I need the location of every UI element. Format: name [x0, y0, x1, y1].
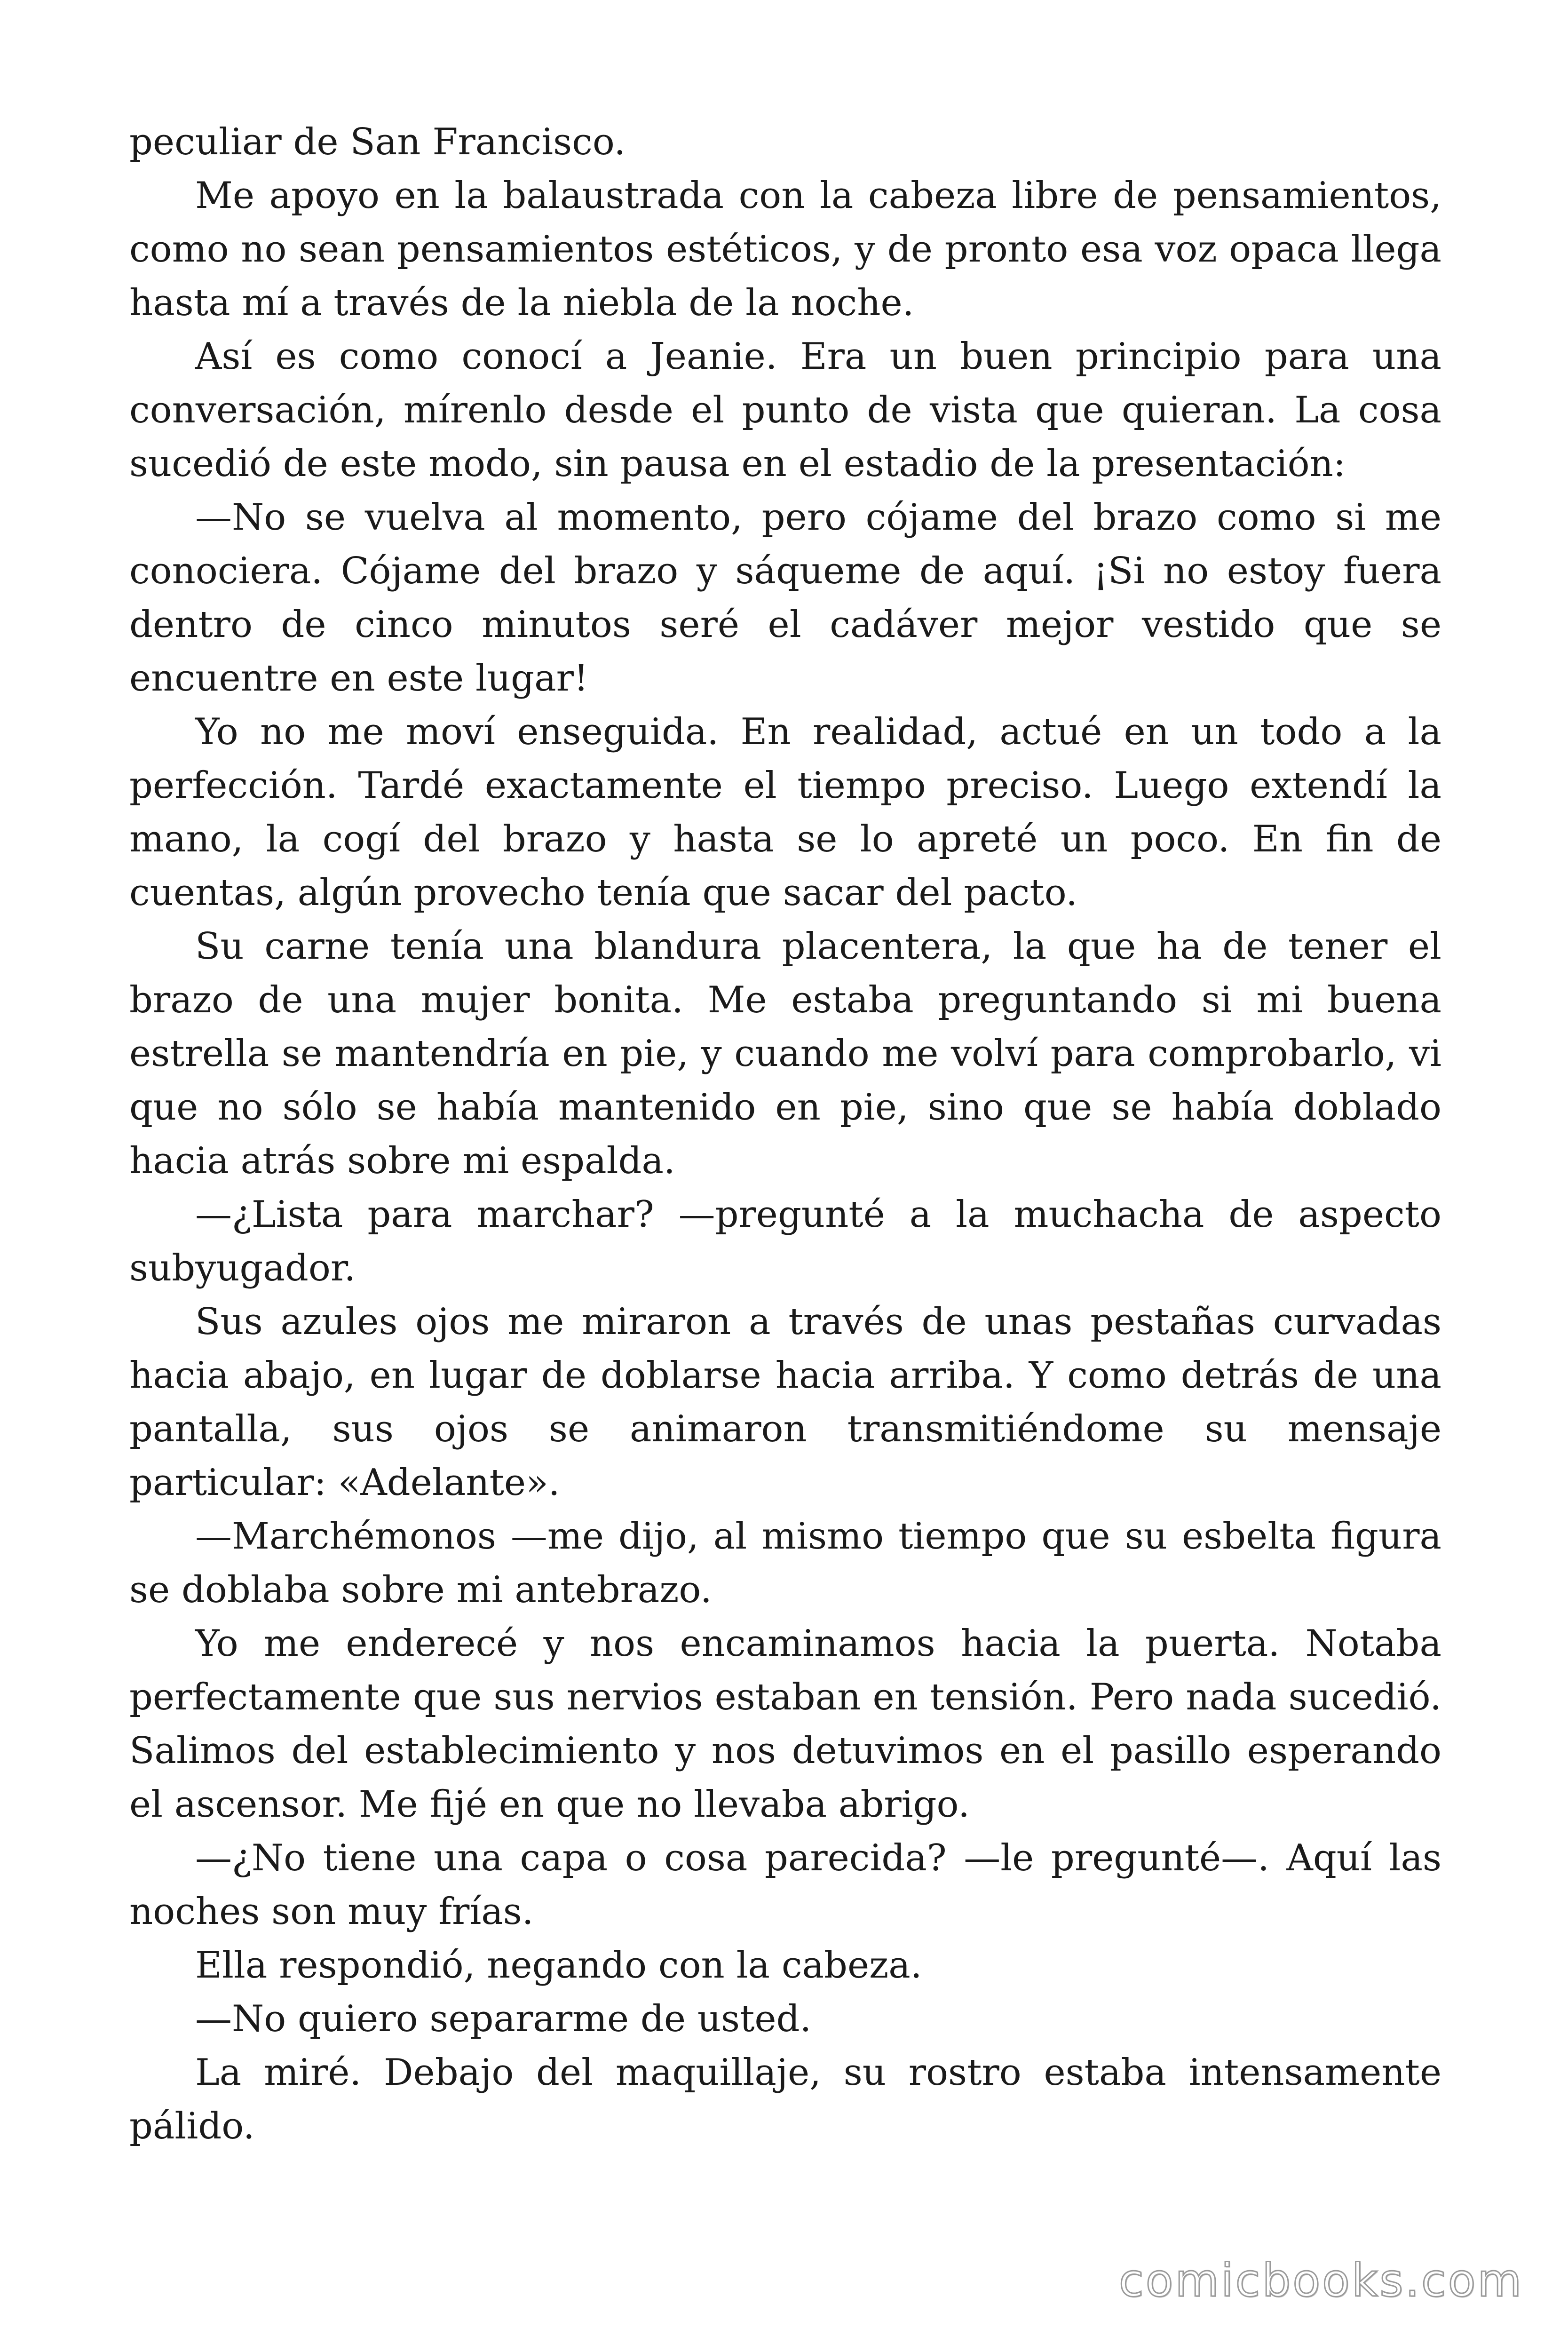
paragraph-1: peculiar de San Francisco. — [129, 121, 626, 163]
paragraph-13: —No quiero separarme de usted. — [195, 1998, 812, 2040]
paragraph-8: Sus azules ojos me miraron a través de unas pestañas curvadas hacia abajo, en lugar de doblarse hacia arriba. Y como detrás de una pantalla, sus ojos se animaron transmitiéndome su mensaje particular: «Adelante». — [129, 1301, 1441, 1504]
paragraph-14: La miré. Debajo del maquillaje, su rostro estaba intensamente pálido. — [129, 2051, 1441, 2147]
paragraph-11: —¿No tiene una capa o cosa parecida? —le pregunté—. Aquí las noches son muy frías. — [129, 1837, 1441, 1933]
paragraph-12: Ella respondió, negando con la cabeza. — [195, 1944, 922, 1986]
paragraph-9: —Marchémonos —me dijo, al mismo tiempo que su esbelta figura se doblaba sobre mi antebrazo. — [129, 1515, 1441, 1611]
body-text — [129, 115, 1441, 2153]
paragraph-3: Así es como conocí a Jeanie. Era un buen principio para una conversación, mírenlo desde el punto de vista que quieran. La cosa sucedió de este modo, sin pausa en el estadio de la presentación: — [129, 335, 1441, 485]
paragraph-5: Yo no me moví enseguida. En realidad, actué en un todo a la perfección. Tardé exactamente el tiempo preciso. Luego extendí la mano, la cogí del brazo y hasta se lo apreté un poco. En fin de cuentas, algún provecho tenía que sacar del pacto. — [129, 711, 1441, 914]
paragraph-7: —¿Lista para marchar? —pregunté a la muchacha de aspecto subyugador. — [129, 1193, 1441, 1289]
paragraph-4: —No se vuelva al momento, pero cójame del brazo como si me conociera. Cójame del brazo y sáqueme de aquí. ¡Si no estoy fuera dentro de cinco minutos seré el cadáver mejor vestido que se encuentre en este lugar! — [129, 496, 1441, 699]
paragraph-2: Me apoyo en la balaustrada con la cabeza libre de pensamientos, como no sean pensamientos estéticos, y de pronto esa voz opaca llega hasta mí a través de la niebla de la noche. — [129, 175, 1441, 324]
paragraph-6: Su carne tenía una blandura placentera, la que ha de tener el brazo de una mujer bonita. Me estaba preguntando si mi buena estrella se mantendría en pie, y cuando me volví para comprobarlo, vi que no sólo se había mantenido en pie, sino que se había doblado hacia atrás sobre mi espalda. — [129, 925, 1441, 1182]
paragraph-10: Yo me enderecé y nos encaminamos hacia la puerta. Notaba perfectamente que sus nervios estaban en tensión. Pero nada sucedió. Salimos del establecimiento y nos detuvimos en el pasillo esperando el ascensor. Me fijé en que no llevaba abrigo. — [129, 1622, 1441, 1826]
watermark: comicbooks.com — [1118, 2254, 1523, 2307]
